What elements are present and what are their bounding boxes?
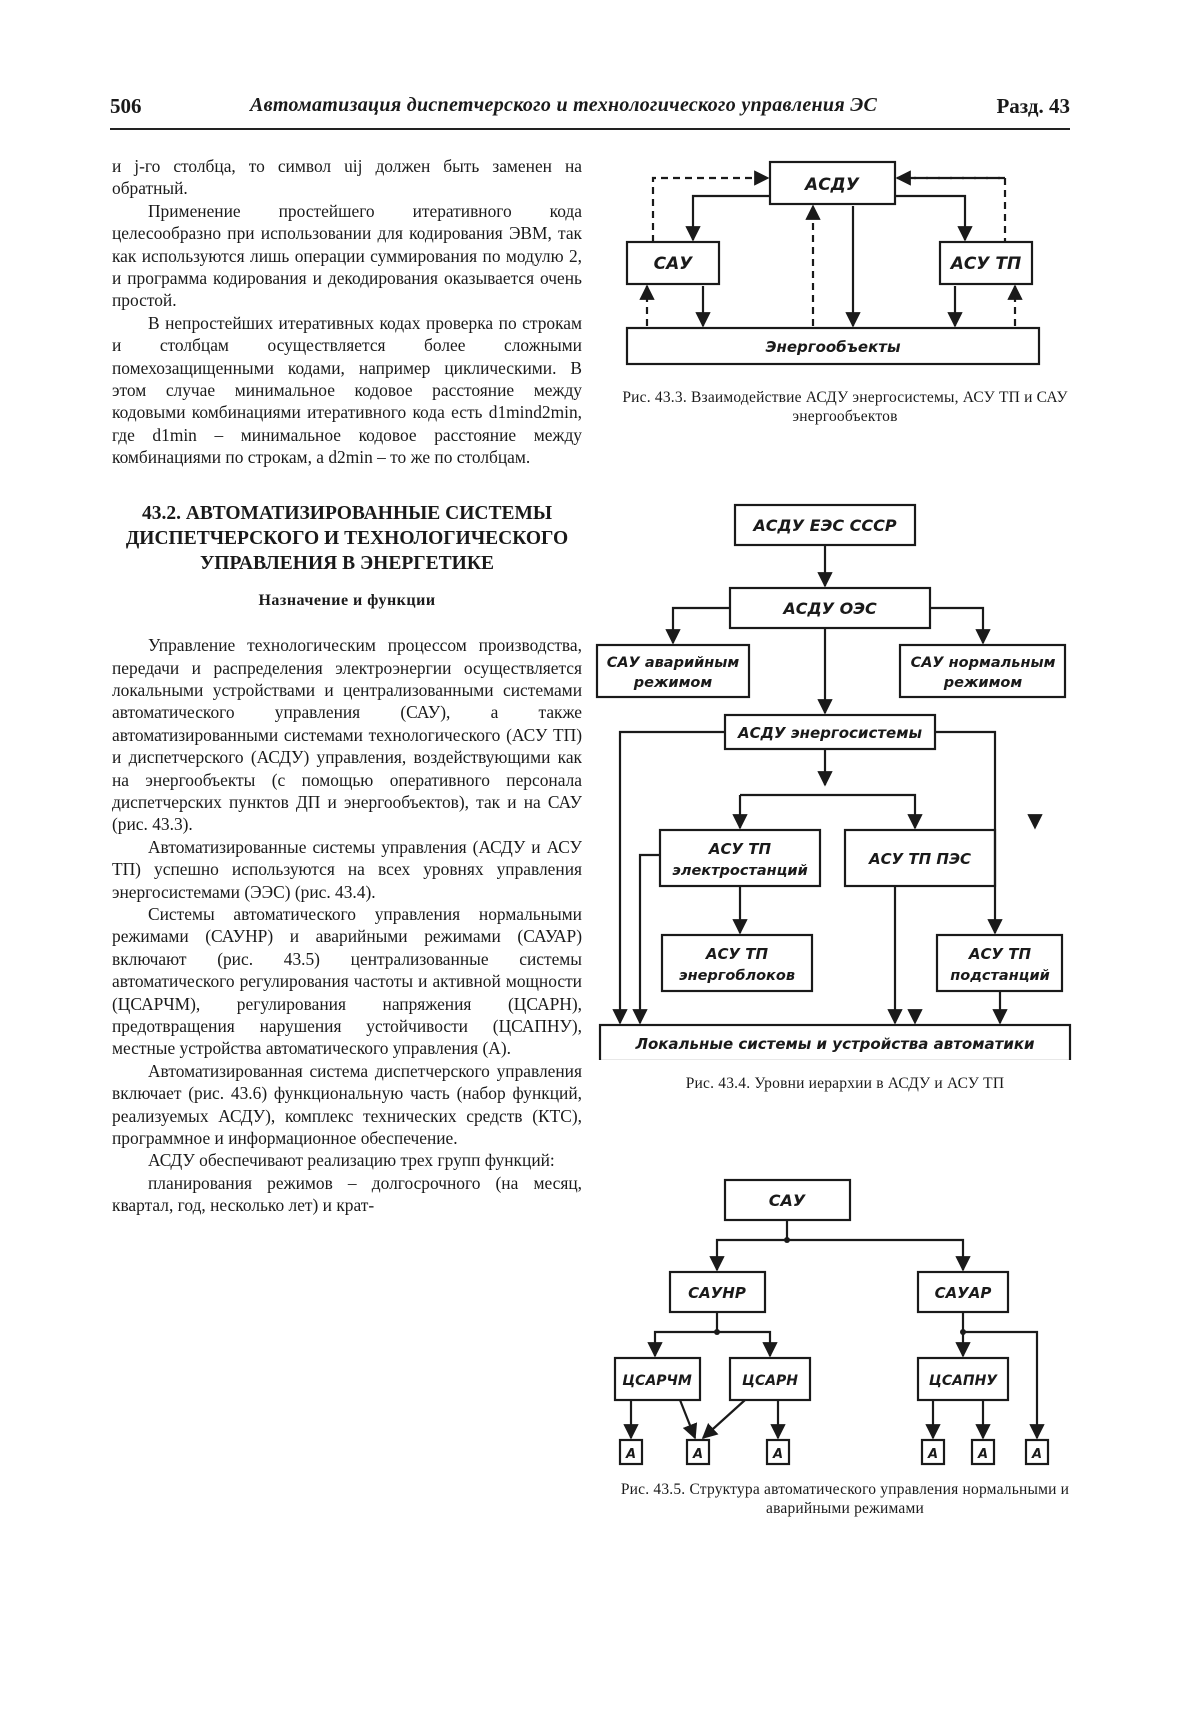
paragraph: планирования режимов – долгосрочного (на месяц, квартал, год, несколько лет) и крат-: [112, 1172, 582, 1216]
page-number: 506: [110, 94, 142, 118]
label-local: Локальные системы и устройства автоматики: [635, 1035, 1035, 1053]
running-title: Автоматизация диспетчерского и технологического управления ЭС: [250, 94, 878, 116]
figure-43-4: [595, 495, 1095, 1093]
paragraph: и j-го столбца, то символ uij должен быть заменен на обратный.: [112, 156, 582, 199]
paragraph: Системы автоматического управления нормальными режимами (САУНР) и аварийными режимами (САУАР) включают (рис. 43.5) централизованные системы автоматического регулирования частоты и активной мощности (ЦСАРЧМ), регулирования напряжения (ЦСАРН), предотвращения нарушения устойчивости (ЦСАПНУ), местные устройства автоматического управления (А).: [112, 903, 582, 1059]
label-csarchm: ЦСАРЧМ: [622, 1373, 692, 1389]
label-asutp-eb-2: энергоблоков: [678, 968, 796, 984]
label-asutp-el-2: электростанций: [672, 863, 808, 879]
figure-43-5: [595, 1170, 1095, 1518]
label-asdu-oes: АСДУ ОЭС: [783, 599, 877, 618]
label-sau: САУ: [768, 1191, 806, 1210]
paragraph: Автоматизированная система диспетчерского управления включает (рис. 43.6) функциональную часть (набор функций, реализуемых АСДУ), комплекс технических средств (КТС), программное и информационное обеспечение.: [112, 1060, 582, 1149]
label-asutp-eb-1: АСУ ТП: [705, 945, 769, 963]
diagram-43-5: [595, 1170, 1095, 1470]
subsection-heading: Назначение и функции: [258, 591, 436, 609]
paragraph: АСДУ обеспечивают реализацию трех групп функций:: [148, 1150, 555, 1171]
label-asdu: АСДУ: [805, 175, 859, 195]
label-asdu-ees: АСДУ ЕЭС СССР: [753, 516, 897, 535]
label-saunr: САУНР: [688, 1284, 746, 1302]
caption-43-4: Рис. 43.4. Уровни иерархии в АСДУ и АСУ ТП: [685, 1075, 1005, 1092]
label-sau: САУ: [653, 254, 693, 274]
label-asutp-ps-1: АСУ ТП: [968, 945, 1032, 963]
label-a: А: [772, 1447, 784, 1462]
label-asdu-energo: АСДУ энергосистемы: [737, 724, 923, 742]
label-sauar: САУАР: [934, 1284, 992, 1302]
section-number: Разд. 43: [996, 94, 1070, 118]
label-csarn: ЦСАРН: [741, 1373, 799, 1389]
label-energo: Энергообъекты: [765, 338, 901, 356]
label-a: А: [692, 1447, 704, 1462]
label-csapnu: ЦСАПНУ: [928, 1373, 998, 1389]
paragraph: Автоматизированные системы управления (АСДУ и АСУ ТП) успешно используются на всех уровнях управления энергосистемами (ЭЭС) (рис. 43.4).: [112, 836, 582, 902]
caption-43-5: Рис. 43.5. Структура автоматического управления нормальными и аварийными режимами: [620, 1481, 1070, 1517]
label-asutp: АСУ ТП: [950, 254, 1022, 274]
figure-43-3: [595, 150, 1095, 426]
label-sau-avar-1: САУ аварийным: [606, 655, 740, 671]
label-a: А: [927, 1447, 939, 1462]
running-header: [110, 92, 1070, 130]
diagram-43-4: [595, 495, 1095, 1060]
label-asutp-ps-2: подстанций: [950, 968, 1050, 984]
label-sau-norm-2: режимом: [943, 675, 1023, 691]
paragraph: В непростейших итеративных кодах проверка по строкам и столбцам осуществляется более сложными помехозащищенными кодами, например циклическими. В этом случае минимальное кодовое расстояние между кодовыми комбинациями итеративного кода есть d1mind2min, где d1min – минимальное кодовое расстояние между комбинациями по строкам, а d2min – то же по столбцам.: [112, 312, 582, 468]
left-column: [112, 155, 582, 1217]
label-sau-norm-1: САУ нормальным: [910, 655, 1056, 671]
label-a: А: [977, 1447, 989, 1462]
label-sau-avar-2: режимом: [633, 675, 713, 691]
label-asutp-el-1: АСУ ТП: [708, 840, 772, 858]
label-a: А: [625, 1447, 637, 1462]
label-a: А: [1031, 1447, 1043, 1462]
caption-43-3: Рис. 43.3. Взаимодействие АСДУ энергосистемы, АСУ ТП и САУ энергообъектов: [622, 389, 1068, 425]
label-asutp-pes: АСУ ТП ПЭС: [869, 850, 971, 868]
paragraph: Применение простейшего итеративного кода целесообразно при использовании для кодирования ЭВМ, так как используются лишь операции суммирования по модулю 2, и программа кодирования и декодирования оказывается очень простой.: [112, 200, 582, 311]
diagram-43-3: [595, 150, 1095, 380]
paragraph: Управление технологическим процессом производства, передачи и распределения электроэнергии осуществляется локальными устройствами и централизованными системами автоматического управления (САУ), а также автоматизированными системами технологического (АСУ ТП) и диспетчерского (АСДУ) управления, воздействующими как на энергообъекты (с помощью оперативного персонала диспетчерских пунктов ДП и энергообъектов), так и на САУ (рис. 43.3).: [112, 635, 582, 835]
section-heading: 43.2. АВТОМАТИЗИРОВАННЫЕ СИСТЕМЫ ДИСПЕТЧЕРСКОГО И ТЕХНОЛОГИЧЕСКОГО УПРАВЛЕНИЯ В ЭНЕРГЕТИКЕ: [125, 502, 569, 574]
